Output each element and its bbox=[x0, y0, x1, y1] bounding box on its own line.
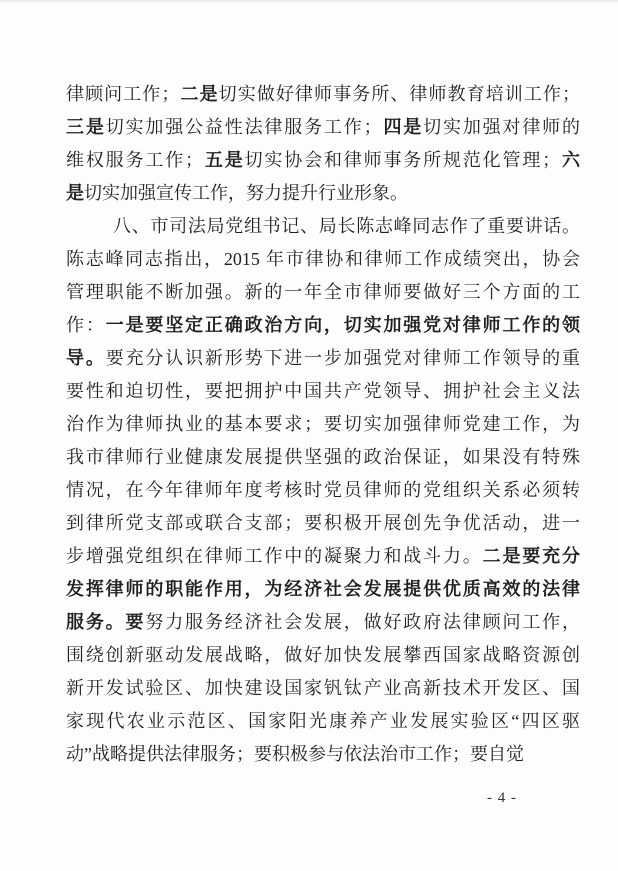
bold-text-run: 发挥律师的职能作用，为经济社会发展提供优质高效的法律 bbox=[66, 579, 580, 599]
text-run: 围绕创新驱动发展战略，做好加快发展攀西国家战略资源创 bbox=[66, 645, 580, 665]
text-run: 治作为律师执业的基本要求；要切实加强律师党建工作，为 bbox=[66, 414, 580, 434]
bold-text-run: 三是 bbox=[66, 117, 106, 137]
text-line bbox=[66, 606, 580, 639]
text-line bbox=[66, 210, 580, 243]
text-run: 切实协会和律师事务所规范化管理； bbox=[244, 150, 561, 170]
text-line bbox=[66, 243, 580, 276]
text-run: 切实做好律师事务所、律师教育培训工作； bbox=[218, 84, 580, 104]
text-line bbox=[66, 309, 580, 342]
bold-text-run: 六 bbox=[560, 150, 580, 170]
text-line bbox=[66, 144, 580, 177]
text-line bbox=[66, 672, 580, 705]
page-number: - 4 - bbox=[487, 790, 517, 806]
bold-text-run: 一是要坚定正确政治方向，切实加强党对律师工作的领 bbox=[105, 315, 580, 335]
bold-text-run: 五是 bbox=[203, 150, 245, 170]
text-line bbox=[66, 78, 580, 111]
text-run: 要性和迫切性，要把拥护中国共产党领导、拥护社会主义法 bbox=[66, 381, 580, 401]
text-run: 切实加强宣传工作，努力提升行业形象。 bbox=[84, 183, 408, 203]
text-run: 到律所党支部或联合支部；要积极开展创先争优活动，进一 bbox=[66, 513, 580, 533]
scan-edge bbox=[0, 0, 618, 2]
bold-text-run: 是 bbox=[66, 183, 84, 203]
text-line bbox=[66, 408, 580, 441]
text-run: 八、市司法局党组书记、局长陈志峰同志作了重要讲话。 bbox=[113, 216, 580, 236]
bold-text-run: 四是 bbox=[381, 117, 424, 137]
text-run: 要充分认识新形势下进一步加强党对律师工作领导的重 bbox=[105, 348, 580, 368]
text-run: 陈志峰同志指出，2015 年市律协和律师工作成绩突出，协会 bbox=[66, 249, 580, 269]
text-line bbox=[66, 540, 580, 573]
text-run: 努力服务经济社会发展，做好政府法律顾问工作， bbox=[145, 612, 580, 632]
text-line bbox=[66, 276, 580, 309]
text-line bbox=[66, 111, 580, 144]
text-line bbox=[66, 639, 580, 672]
bold-text-run: 二是 bbox=[179, 84, 219, 104]
text-run: 律顾问工作； bbox=[66, 84, 180, 104]
text-line bbox=[66, 177, 580, 210]
text-run: 管理职能不断加强。新的一年全市律师要做好三个方面的工 bbox=[66, 282, 580, 302]
text-line bbox=[66, 441, 580, 474]
text-line bbox=[66, 738, 580, 771]
text-run: 作： bbox=[66, 315, 106, 335]
text-run: 动”战略提供法律服务；要积极参与依法治市工作；要自觉 bbox=[66, 744, 524, 764]
text-run: 情况，在今年律师年度考核时党员律师的党组织关系必须转 bbox=[66, 480, 580, 500]
text-line bbox=[66, 342, 580, 375]
bold-text-run: 服务。要 bbox=[66, 612, 146, 632]
text-run: 步增强党组织在律师工作中的凝聚力和战斗力。 bbox=[66, 546, 483, 566]
text-run: 我市律师行业健康发展提供坚强的政治保证，如果没有特殊 bbox=[66, 447, 580, 467]
text-line bbox=[66, 573, 580, 606]
text-run: 切实加强公益性法律服务工作； bbox=[105, 117, 382, 137]
text-line bbox=[66, 705, 580, 738]
text-line bbox=[66, 474, 580, 507]
bold-text-run: 导。 bbox=[66, 348, 106, 368]
document-text-block bbox=[66, 78, 580, 771]
text-line bbox=[66, 507, 580, 540]
bold-text-run: 二是要充分 bbox=[482, 546, 580, 566]
text-run: 切实加强对律师的 bbox=[423, 117, 580, 137]
text-run: 家现代农业示范区、国家阳光康养产业发展实验区“四区驱 bbox=[66, 711, 580, 731]
text-run: 新开发试验区、加快建设国家钒钛产业高新技术开发区、国 bbox=[66, 678, 580, 698]
text-run: 维权服务工作； bbox=[66, 150, 204, 170]
text-line bbox=[66, 375, 580, 408]
